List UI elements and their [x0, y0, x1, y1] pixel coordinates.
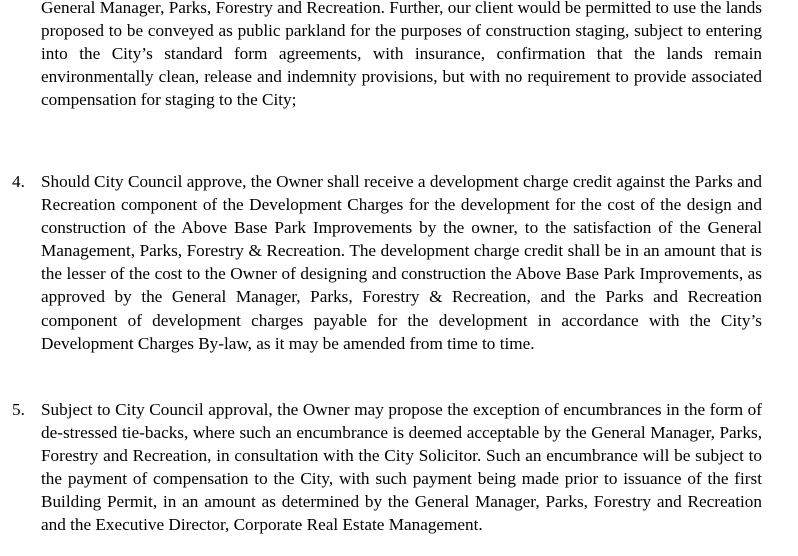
list-item-text: Should City Council approve, the Owner shall receive a development charge credit against the Parks and Recreation component of the Development Charges for the development for the cost of the design and construction of the Above Base Park Improvements by the owner, to the satisfaction of the General Management, Parks, Forestry & Recreation. The development charge credit shall be in an amount that is the lesser of the cost to the Owner of designing and construction the Above Base Park Improvements, as approved by the General Manager, Parks, Forestry & Recreation, and the Parks and Recreation component of development charges payable for the development in accordance with the City’s Development Charges By-law, as it may be amended from time to time. [41, 172, 762, 353]
list-item-number: 4. [12, 172, 25, 191]
continuation-paragraph: General Manager, Parks, Forestry and Recreation. Further, our client would be permitted to use the lands proposed to be conveyed as public parkland for the purposes of construction staging, subject to entering into the City’s standard form agreements, with insurance, confirmation that the lands remain environmentally clean, release and indemnity provisions, but with no requirement to provide associated compensation for staging to the City; [41, 0, 762, 110]
list-item-number: 5. [12, 400, 25, 419]
list-item-text: Subject to City Council approval, the Owner may propose the exception of encumbrances in the form of de-stressed tie-backs, where such an encumbrance is deemed acceptable by the General Manager, Parks, Forestry and Recreation, in consultation with the City Solicitor. Such an encumbrance will be subject to the payment of compensation to the City, with such payment being made prior to issuance of the first Building Permit, in an amount as determined by the General Manager, Parks, Forestry and Recreation and the Executive Director, Corporate Real Estate Management. [41, 400, 762, 535]
